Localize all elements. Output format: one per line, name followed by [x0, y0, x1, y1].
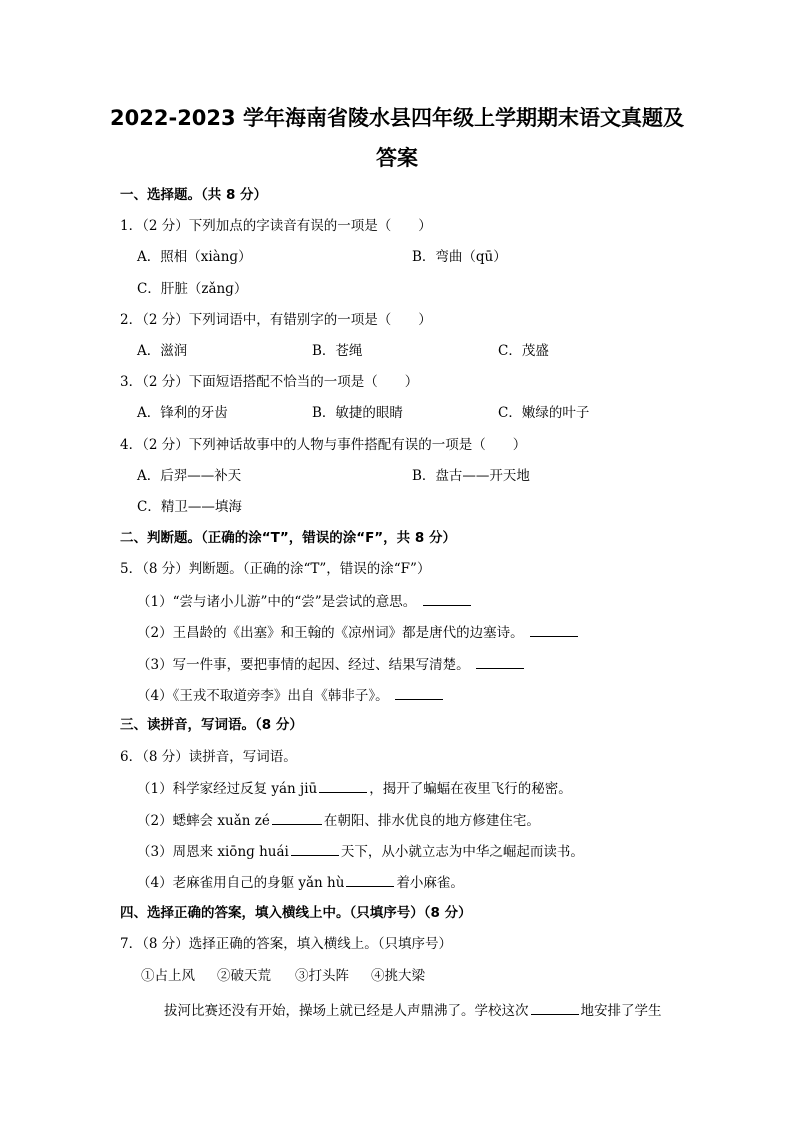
page-title-line1: 2022-2023 学年海南省陵水县四年级上学期期末语文真题及 — [110, 106, 684, 130]
section3-heading: 三、读拼音，写词语。（8 分） — [120, 717, 303, 733]
section1-heading: 一、选择题。（共 8 分） — [120, 187, 268, 203]
q1-option-c: C．肝脏（zǎnɡ） — [137, 281, 248, 297]
page-title-line2: 答案 — [376, 146, 418, 170]
q3-option-a: A．锋利的牙齿 — [137, 405, 228, 421]
q5-answer-blank-1[interactable] — [423, 592, 471, 606]
q7-choice-4: ④挑大梁 — [371, 968, 425, 984]
q6-answer-blank-4[interactable] — [346, 873, 394, 887]
q3-option-c: C．嫩绿的叶子 — [498, 405, 590, 421]
q7-choice-3: ③打头阵 — [295, 968, 349, 984]
section2-heading: 二、判断题。（正确的涂“T”，错误的涂“F”，共 8 分） — [120, 530, 456, 546]
q2-option-a: A．滋润 — [137, 343, 188, 359]
q4-option-c: C．精卫——填海 — [137, 499, 242, 515]
q5-item-4: （4）《王戎不取道旁李》出自《韩非子》。 — [137, 686, 445, 705]
q6-item-4: （4）老麻雀用自己的身躯 yǎn hù 着小麻雀。 — [137, 875, 464, 891]
q5-item-3: （3）写一件事，要把事情的起因、经过、结果写清楚。 — [137, 655, 526, 674]
q5-answer-blank-2[interactable] — [530, 623, 578, 637]
q6-answer-blank-2[interactable] — [272, 811, 322, 825]
q7-stem: 7．（8 分）选择正确的答案，填入横线上。（只填序号） — [120, 936, 452, 952]
q7-answer-blank-1[interactable] — [531, 1001, 579, 1015]
q1-option-b: B．弯曲（qū） — [412, 249, 507, 265]
q4-stem: 4．（2 分）下列神话故事中的人物与事件搭配有误的一项是（ ） — [120, 437, 527, 453]
q5-answer-blank-4[interactable] — [395, 686, 443, 700]
q4-option-b: B．盘古——开天地 — [412, 468, 530, 484]
q6-item-3: （3）周恩来 xiōnɡ huái 天下，从小就立志为中华之崛起而读书。 — [137, 844, 584, 860]
q3-stem: 3．（2 分）下面短语搭配不恰当的一项是（ ） — [120, 374, 419, 390]
q2-stem: 2．（2 分）下列词语中，有错别字的一项是（ ） — [120, 312, 432, 328]
q2-option-c: C．茂盛 — [498, 343, 549, 359]
q6-item-2: （2）蟋蟀会 xuǎn zé 在朝阳、排水优良的地方修建住宅。 — [137, 813, 540, 829]
q5-answer-blank-3[interactable] — [476, 655, 524, 669]
q7-choice-1: ①占上风 — [141, 968, 195, 984]
q1-stem: 1．（2 分）下列加点的字读音有误的一项是（ ） — [120, 218, 432, 234]
q5-item-1: （1）“尝与诸小儿游”中的“尝”是尝试的意思。 — [137, 592, 473, 611]
q7-choice-2: ②破天荒 — [217, 968, 271, 984]
q2-option-b: B．苍绳 — [312, 343, 363, 359]
q6-answer-blank-3[interactable] — [291, 842, 339, 856]
q4-option-a: A．后羿——补天 — [137, 468, 242, 484]
q6-answer-blank-1[interactable] — [319, 779, 367, 793]
q1-option-a: A．照相（xiànɡ） — [137, 249, 252, 265]
section4-heading: 四、选择正确的答案，填入横线上中。（只填序号）（8 分） — [120, 905, 472, 921]
q6-item-1: （1）科学家经过反复 yán jiū ，揭开了蝙蝠在夜里飞行的秘密。 — [137, 781, 572, 797]
q7-passage: 拔河比赛还没有开始，操场上就已经是人声鼎沸了。学校这次 地安排了学生 — [164, 1003, 662, 1019]
q5-item-2: （2）王昌龄的《出塞》和王翰的《凉州词》都是唐代的边塞诗。 — [137, 623, 580, 642]
q6-stem: 6．（8 分）读拼音，写词语。 — [120, 749, 297, 765]
q3-option-b: B．敏捷的眼睛 — [312, 405, 403, 421]
q5-stem: 5．（8 分）判断题。（正确的涂“T”，错误的涂“F”） — [120, 561, 431, 577]
